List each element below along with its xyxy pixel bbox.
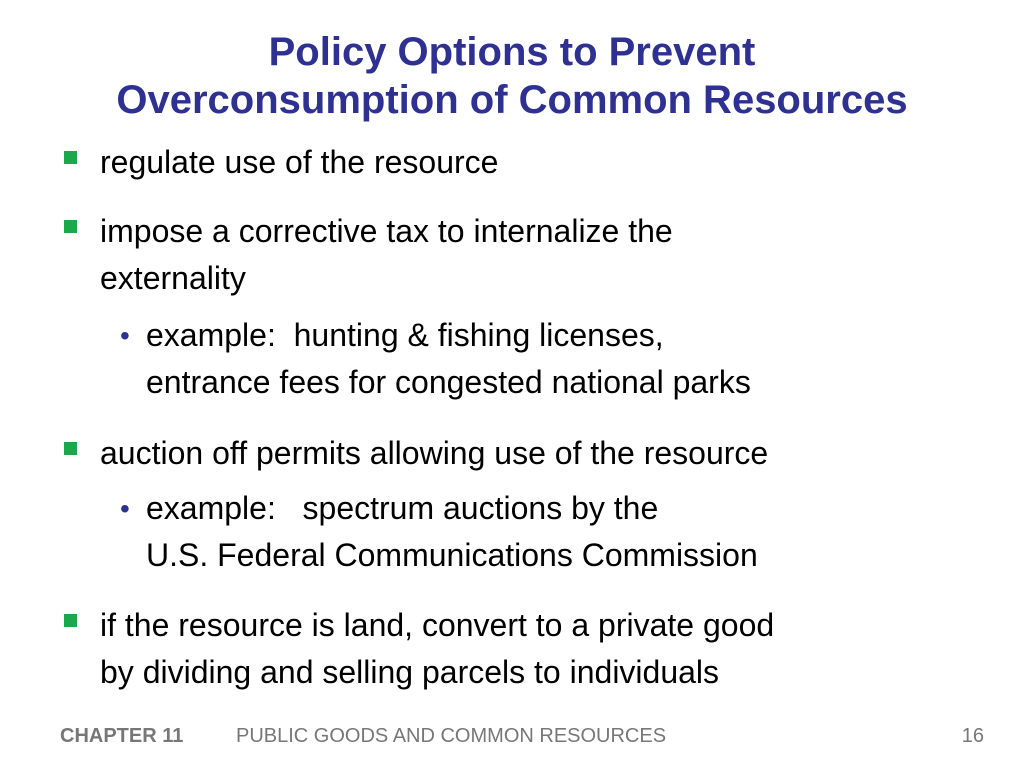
sub-bullet-item	[120, 485, 986, 579]
sub-bullet-text: U.S. Federal Communications Commission	[146, 537, 758, 573]
square-bullet-icon	[64, 151, 77, 164]
square-bullet-icon	[64, 614, 77, 627]
bullet-text: auction off permits allowing use of the resource	[100, 435, 769, 471]
bullet-text: impose a corrective tax to internalize the	[100, 213, 673, 249]
bullet-item	[100, 139, 980, 186]
slide-title-line-2: Overconsumption of Common Resources	[116, 78, 908, 122]
sub-bullet-item	[120, 312, 986, 406]
square-bullet-icon	[64, 220, 77, 233]
square-bullet-icon	[64, 442, 77, 455]
bullet-text: by dividing and selling parcels to individuals	[100, 654, 720, 690]
bullet-item	[100, 602, 980, 696]
bullet-item	[100, 430, 980, 477]
slide-footer	[0, 720, 1024, 752]
bullet-text: regulate use of the resource	[100, 144, 499, 180]
sub-bullet-text: entrance fees for congested national parks	[146, 364, 751, 400]
dot-bullet-icon: •	[120, 493, 130, 524]
course-title: PUBLIC GOODS AND COMMON RESOURCES	[236, 725, 667, 747]
chapter-label: CHAPTER 11	[60, 725, 184, 747]
bullet-item	[100, 208, 980, 302]
slide-title-line-1: Policy Options to Prevent	[268, 30, 756, 74]
bullet-text: if the resource is land, convert to a private good	[100, 607, 775, 643]
slide-title	[0, 28, 1024, 124]
page-number: 16	[961, 725, 984, 747]
bullet-text: externality	[100, 260, 246, 296]
sub-bullet-text: example: hunting & fishing licenses,	[146, 317, 664, 353]
sub-bullet-text: example: spectrum auctions by the	[146, 490, 659, 526]
dot-bullet-icon: •	[120, 320, 130, 351]
